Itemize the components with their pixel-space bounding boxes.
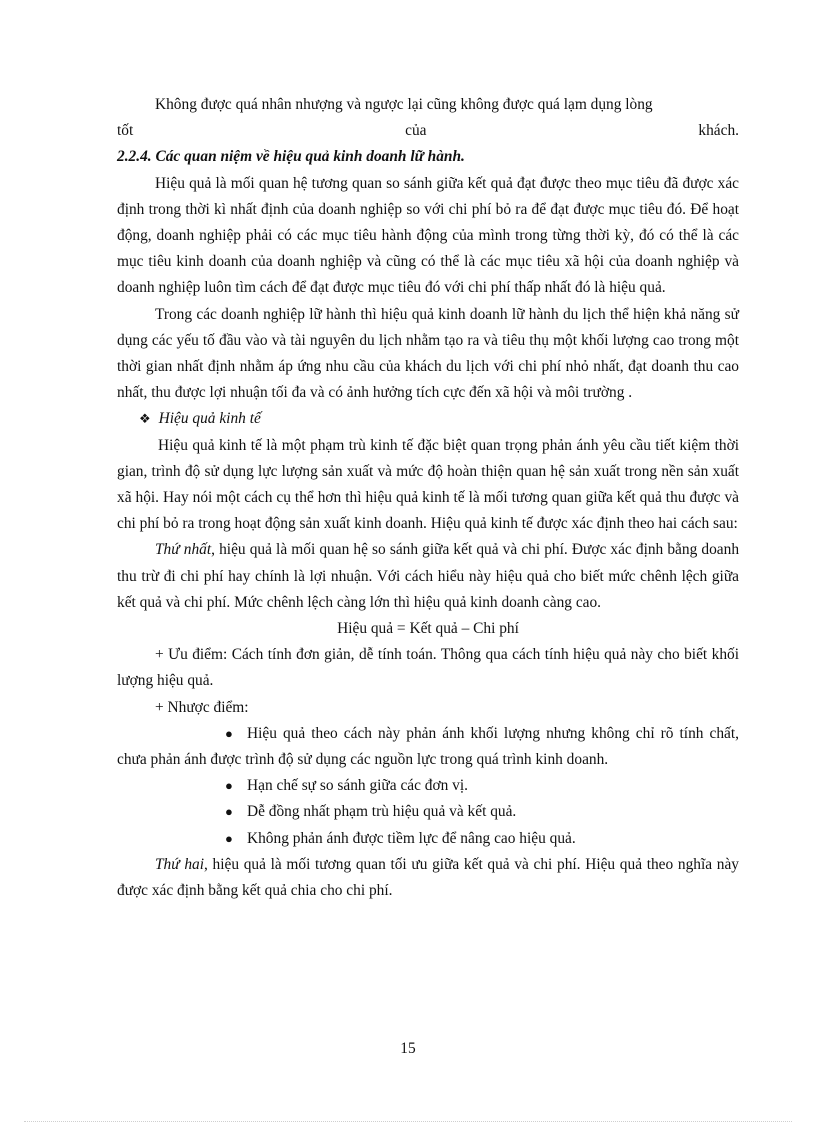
paragraph: Hiệu quả kinh tế là một phạm trù kinh tế đặc biệt quan trọng phản ánh yêu cầu tiết kiệm thời gian, trình độ sử dụng lực lượng sản xuất và mức độ hoàn thiện quan hệ sản xuất trong nền sản xuất xã hội. Hay nói một cách cụ thể hơn thì hiệu quả kinh tế là mối tương quan giữa kết quả thu được và chi phí bỏ ra trong hoạt động sản xuất kinh doanh. Hiệu quả kinh tế được xác định theo hai cách sau: — [117, 436, 739, 533]
paragraph-line: Không được quá nhân nhượng và ngược lại cũng không được quá lạm dụng lòng — [155, 96, 653, 113]
bullet-text: Dễ đồng nhất phạm trù hiệu quả và kết quả. — [247, 803, 517, 821]
bullet-item — [117, 721, 739, 773]
bullet-icon: ● — [225, 725, 233, 741]
bullet-icon: ● — [225, 830, 233, 846]
lead-term: Thứ hai — [155, 855, 204, 873]
paragraph-text: , hiệu quả là mối quan hệ so sánh giữa kết quả và chi phí. Được xác định bằng doanh thu trừ đi chi phí hay chính là lợi nhuận. Với cách hiểu này hiệu quả cho biết mức chênh lệch giữa kết quả và chi phí. Mức chênh lệch càng lớn thì hiệu quả kinh doanh càng cao. — [117, 541, 740, 611]
word: khách. — [698, 122, 739, 140]
bullet-icon: ● — [225, 778, 233, 794]
word: tốt — [117, 122, 134, 140]
page-content — [117, 92, 739, 904]
sub-heading-text: Hiệu quả kinh tế — [158, 410, 261, 428]
bullet-item — [117, 773, 739, 799]
bullet-item — [117, 826, 739, 852]
bullet-text: Không phản ánh được tiềm lực để nâng cao hiệu quả. — [247, 829, 576, 847]
advantage-item: + Ưu điểm: Cách tính đơn giản, dễ tính toán. Thông qua cách tính hiệu quả này cho biết khối lượng hiệu quả. — [117, 646, 739, 690]
bullet-icon: ● — [225, 804, 233, 820]
word: của — [405, 122, 427, 140]
paragraph-line-spread — [117, 118, 739, 144]
sub-heading — [139, 406, 739, 432]
lead-term: Thứ nhất — [155, 541, 212, 559]
paragraph — [117, 537, 739, 616]
bullet-text: Hiệu quả theo cách này phản ánh khối lượng nhưng không chỉ rõ tính chất, chưa phản ánh được trình độ sử dụng các nguồn lực trong quá trình kinh doanh. — [117, 724, 739, 769]
formula: Hiệu quả = Kết quả – Chi phí — [337, 620, 519, 638]
paragraph: Hiệu quả là mối quan hệ tương quan so sánh giữa kết quả đạt được theo mục tiêu đã được xác định trong thời kì nhất định của doanh nghiệp so với chi phí bỏ ra để đạt được mục tiêu đó. Để hoạt động, doanh nghiệp phải có các mục tiêu hành động của mình trong từng thời kỳ, đó có thể là các mục tiêu kinh doanh của doanh nghiệp và cũng có thể là các mục tiêu xã hội của doanh nghiệp và doanh nghiệp luôn tìm cách để đạt được mục tiêu đó với chi phí thấp nhất đó là hiệu quả. — [117, 174, 739, 297]
page-bottom-border — [24, 1121, 792, 1122]
page-number: 15 — [400, 1040, 416, 1057]
paragraph: Trong các doanh nghiệp lữ hành thì hiệu quả kinh doanh lữ hành du lịch thể hiện khả năng sử dụng các yếu tố đầu vào và tài nguyên du lịch nhằm tạo ra và tiêu thụ một khối lượng cao trong một thời gian nhất định nhằm áp ứng nhu cầu của khách du lịch với chi phí nhỏ nhất, đạt doanh thu cao nhất, thu được lợi nhuận tối đa và có ảnh hưởng tích cực đến xã hội và môi trường . — [117, 305, 739, 402]
paragraph — [117, 852, 739, 904]
diamond-bullet-icon: ❖ — [139, 411, 151, 427]
section-heading: 2.2.4. Các quan niệm về hiệu quả kinh doanh lữ hành. — [117, 148, 465, 166]
disadvantage-item: + Nhược điểm: — [155, 698, 249, 716]
bullet-item — [117, 799, 739, 825]
paragraph-text: , hiệu quả là mối tương quan tối ưu giữa kết quả và chi phí. Hiệu quả theo nghĩa này được xác định bằng kết quả chia cho chi phí. — [117, 855, 739, 900]
bullet-text: Hạn chế sự so sánh giữa các đơn vị. — [247, 777, 468, 795]
